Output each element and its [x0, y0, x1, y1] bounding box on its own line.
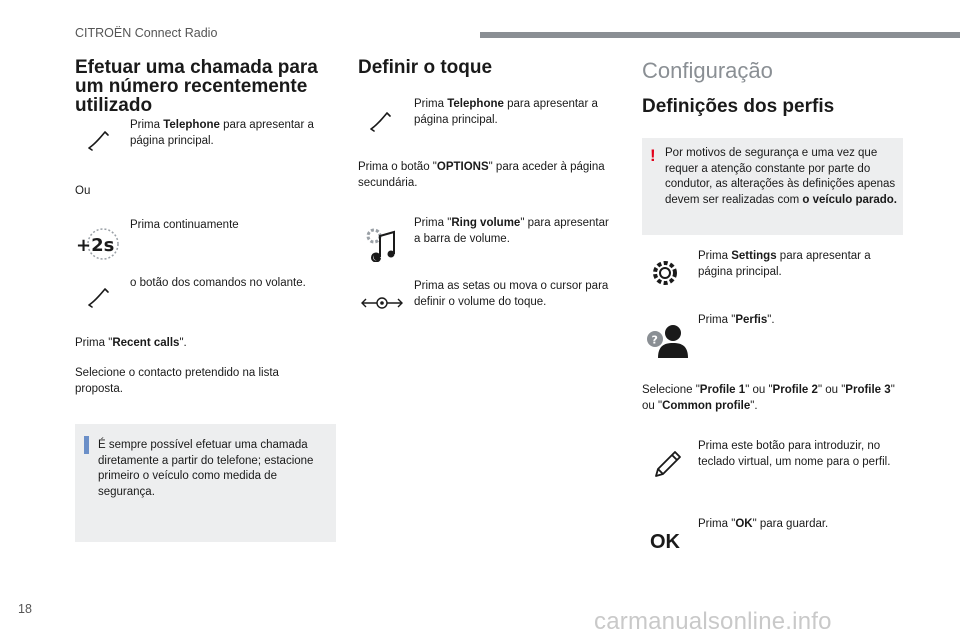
warning-text: Por motivos de segurança e uma vez que requer a atenção constante por parte do condutor, as alterações às definições apenas devem ser realizadas com o veículo parado. [665, 147, 897, 206]
watermark: carmanualsonline.info [594, 608, 832, 635]
col2-step3: Prima "Ring volume" para apresentar a barra de volume. [414, 217, 609, 245]
col3-step3: Selecione "Profile 1" ou "Profile 2" ou "Profile 3" ou "Common profile". [642, 384, 895, 412]
press-2s-label: +2s [76, 235, 115, 256]
col2-step4: Prima as setas ou mova o cursor para definir o volume do toque. [414, 280, 609, 308]
heading-recent-call: Efetuar uma chamada para um número recentemente utilizado [75, 57, 318, 116]
col3-step5: Prima "OK" para guardar. [698, 518, 829, 530]
phone-icon [86, 127, 112, 153]
col3-step4: Prima este botão para introduzir, no teclado virtual, um nome para o perfil. [698, 440, 891, 468]
ring-volume-icon [364, 226, 402, 262]
settings-gear-icon [650, 258, 680, 288]
volume-slider-icon [360, 294, 404, 312]
press-2s-icon [76, 227, 120, 261]
col2-step2: Prima o botão "OPTIONS" para aceder à página secundária. [358, 161, 605, 189]
header-title: CITROËN Connect Radio [75, 26, 218, 40]
phone-icon [86, 284, 112, 310]
svg-text:?: ? [651, 333, 658, 347]
col1-step3: o botão dos comandos no volante. [130, 277, 306, 289]
col1-step5: Selecione o contacto pretendido na lista proposta. [75, 367, 279, 395]
info-box [75, 424, 336, 542]
ok-icon: OK [650, 531, 680, 553]
heading-configuration: Configuração [642, 58, 773, 83]
edit-pencil-icon [650, 448, 684, 482]
info-text: É sempre possível efetuar uma chamada diretamente a partir do telefone; estacione primeiro o veículo como medida de segurança. [98, 439, 314, 498]
page-number: 18 [18, 602, 32, 616]
col1-step4: Prima "Recent calls". [75, 337, 187, 349]
heading-profile-settings: Definições dos perfis [642, 96, 835, 117]
warning-box [642, 138, 903, 235]
phone-icon [368, 108, 394, 134]
profile-user-icon [646, 322, 688, 358]
col3-step2: Prima "Perfis". [698, 314, 775, 326]
col2-step1: Prima Telephone para apresentar a página principal. [414, 98, 598, 126]
col1-step2: Prima continuamente [130, 219, 239, 231]
col1-or: Ou [75, 185, 91, 197]
warning-icon: ! [650, 146, 656, 165]
header-bar [480, 32, 960, 38]
col1-step1: Prima Telephone para apresentar a página principal. [130, 119, 314, 147]
heading-ringtone: Definir o toque [358, 57, 493, 78]
col3-step1: Prima Settings para apresentar a página principal. [698, 250, 871, 278]
info-icon [84, 436, 89, 454]
